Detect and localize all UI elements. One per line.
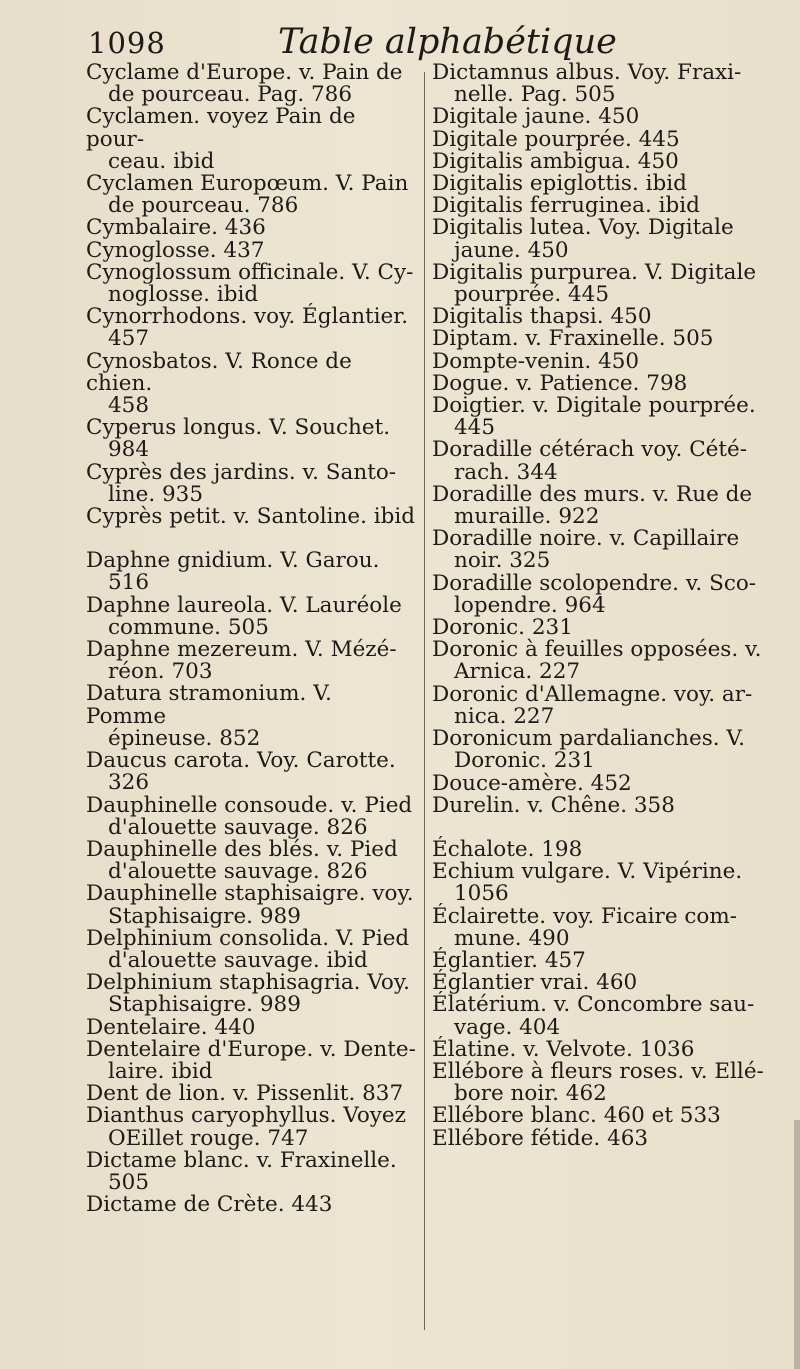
index-line: Staphisaigre. 989 [108,903,301,929]
index-line: Ellébore blanc. 460 et 533 [432,1103,721,1129]
index-line: Dictame blanc. v. Fraxinelle. [86,1147,397,1173]
index-line: mune. 490 [454,925,570,951]
index-line: Dogue. v. Patience. 798 [432,370,688,396]
index-entry [86,683,418,750]
index-entry [432,792,778,818]
section-gap [432,817,778,839]
index-line: Digitale jaune. 450 [432,104,640,130]
index-line: Staphisaigre. 989 [108,992,301,1018]
index-line: Doradille cétérach voy. Cété- [432,437,748,463]
index-entry [86,348,418,419]
index-entry [432,770,778,796]
index-line: ceau. ibid [108,148,215,174]
index-line: rach. 344 [454,459,558,485]
index-entry [432,639,778,683]
page-edge [794,1120,800,1369]
index-entry [86,1036,418,1084]
index-entry [432,570,778,618]
index-line: nica. 227 [454,703,555,729]
column-divider [424,72,425,1330]
index-line: d'alouette sauvage. 826 [108,814,368,840]
index-entry [432,195,778,217]
page-number: 1098 [88,26,166,60]
index-line: Doigtier. v. Digitale pourprée. [432,393,756,419]
index-line: commune. 505 [108,614,269,640]
index-entry [432,1105,778,1127]
index-line: Dentelaire d'Europe. v. Dente- [86,1036,416,1062]
index-line: Diptam. v. Fraxinelle. 505 [432,326,714,352]
index-line: 457 [108,326,150,352]
index-entry [432,947,778,973]
index-line: 458 [108,393,150,419]
index-line: 505 [108,1169,150,1195]
index-entry [86,925,418,973]
index-line: de pourceau. Pag. 786 [108,82,353,108]
index-line: Cynosbatos. V. Ronce de chien. [86,348,352,396]
index-line: épineuse. 852 [108,725,261,751]
index-line: Doronic. 231 [454,748,595,774]
index-line: Digitalis thapsi. 450 [432,304,652,330]
index-line: Dictame de Crète. 443 [86,1192,333,1218]
index-entry [432,328,778,350]
index-line: muraille. 922 [454,504,600,530]
index-entry [432,306,778,328]
index-entry [432,106,778,128]
index-entry [86,592,418,640]
index-line: Élatine. v. Velvote. 1036 [432,1036,695,1062]
index-line: 984 [108,437,150,463]
index-line: Ellébore fétide. 463 [432,1125,649,1151]
index-entry [432,259,778,308]
index-line: Cyclame d'Europe. v. Pain de [86,60,403,85]
index-line: 1056 [454,881,509,907]
index-entry [432,217,778,261]
index-entry [86,1105,418,1149]
index-entry [432,681,778,729]
index-line: Digitalis purpurea. V. Digitale [432,259,757,285]
index-entry [86,306,418,350]
index-line: Digitalis ambigua. 450 [432,148,679,174]
index-entry [432,617,778,639]
index-line: 326 [108,770,150,796]
index-entry [432,1125,778,1151]
index-entry [432,126,778,152]
index-line: Daphne laureola. V. Lauréole [86,592,402,618]
index-entry [86,106,418,173]
index-entry [432,395,778,439]
index-line: Cyprès petit. v. Santoline. ibid [86,504,416,530]
index-entry [432,1036,778,1062]
index-entry [432,439,778,483]
index-entry [432,994,778,1038]
index-line: vage. 404 [454,1014,561,1040]
index-line: Cyperus longus. V. Souchet. [86,415,391,441]
index-line: Arnica. 227 [454,659,581,685]
index-entry [86,792,418,840]
index-line: Doronic. 231 [432,615,573,641]
index-entry [432,173,778,195]
index-line: Dauphinelle staphisaigre. voy. [86,881,414,907]
index-entry [86,972,418,1016]
index-line: Cynoglossum officinale. V. Cy- [86,259,414,285]
index-line: Cyclamen Europœum. V. Pain [86,171,409,197]
index-entry [86,259,418,308]
index-line: Cynorrhodons. voy. Églantier. [86,304,409,330]
index-line: Églantier. 457 [432,947,586,973]
index-line: Dompte-venin. 450 [432,348,640,374]
index-entry [86,639,418,683]
index-entry [86,550,418,594]
index-line: Daucus carota. Voy. Carotte. [86,748,396,774]
index-line: Dictamnus albus. Voy. Fraxi- [432,60,742,85]
index-line: Delphinium consolida. V. Pied [86,925,410,951]
index-line: pourprée. 445 [454,282,610,308]
index-line: Dianthus caryophyllus. Voyez [86,1103,406,1129]
index-line: Ellébore à fleurs roses. v. Ellé- [432,1058,764,1084]
index-entry [86,1194,418,1216]
index-line: laire. ibid [108,1058,213,1084]
index-entry [432,148,778,174]
index-line: OEillet rouge. 747 [108,1125,309,1151]
index-entry [86,237,418,263]
index-line: Églantier vrai. 460 [432,970,638,996]
index-entry [86,750,418,794]
index-entry [432,972,778,994]
section-gap [86,528,418,550]
index-line: Doronic à feuilles opposées. v. [432,637,762,663]
index-line: Cymbalaire. 436 [86,215,266,241]
right-column [432,62,778,1150]
index-entry [86,506,418,528]
index-entry [86,173,418,217]
index-entry [86,883,418,927]
index-line: d'alouette sauvage. 826 [108,859,368,885]
index-line: Digitalis ferruginea. ibid [432,193,700,219]
index-entry [86,1014,418,1040]
index-entry [432,370,778,396]
index-entry [86,1083,418,1105]
index-line: Cynoglosse. 437 [86,237,265,263]
index-line: Daphne gnidium. V. Garou. [86,548,380,574]
index-line: 445 [454,415,496,441]
index-line: Doradille des murs. v. Rue de [432,481,753,507]
index-line: Doradille noire. v. Capillaire [432,526,740,552]
index-line: Delphinium staphisagria. Voy. [86,970,410,996]
index-line: Dentelaire. 440 [86,1014,256,1040]
index-line: Doronic d'Allemagne. voy. ar- [432,681,753,707]
index-line: Cyclamen. voyez Pain de pour- [86,104,356,152]
index-line: d'alouette sauvage. ibid [108,947,368,973]
index-entry [86,459,418,507]
index-line: Datura stramonium. V. Pomme [86,681,332,729]
left-column [86,62,418,1216]
index-line: Douce-amère. 452 [432,770,632,796]
index-line: Élatérium. v. Concombre sau- [432,992,755,1018]
index-line: Digitalis epiglottis. ibid [432,171,687,197]
page-title: Table alphabétique [278,22,617,62]
index-entry [432,836,778,862]
index-line: nelle. Pag. 505 [454,82,616,108]
index-line: Doradille scolopendre. v. Sco- [432,570,757,596]
index-line: Éclairette. voy. Ficaire com- [432,903,738,929]
index-line: Échalote. 198 [432,836,583,862]
index-entry [86,1147,418,1195]
index-line: jaune. 450 [454,237,569,263]
index-line: Dauphinelle consoude. v. Pied [86,792,413,818]
index-line: 516 [108,570,150,596]
index-line: Dent de lion. v. Pissenlit. 837 [86,1081,404,1107]
index-line: Daphne mezereum. V. Mézé- [86,637,397,663]
index-line: line. 935 [108,481,204,507]
index-entry [86,417,418,461]
index-line: lopendre. 964 [454,592,606,618]
index-entry [432,861,778,905]
index-line: Digitale pourprée. 445 [432,126,680,152]
index-entry [86,217,418,239]
index-entry [432,62,778,106]
index-entry [432,728,778,772]
index-line: Digitalis lutea. Voy. Digitale [432,215,734,241]
index-entry [432,903,778,951]
index-entry [432,528,778,572]
index-line: Echium vulgare. V. Vipérine. [432,859,743,885]
index-entry [432,481,778,530]
index-entry [432,1058,778,1107]
index-line: Doronicum pardalianches. V. [432,726,746,752]
index-line: Dauphinelle des blés. v. Pied [86,836,398,862]
index-line: de pourceau. 786 [108,193,299,219]
index-line: noir. 325 [454,548,551,574]
index-line: Cyprès des jardins. v. Santo- [86,459,397,485]
index-line: réon. 703 [108,659,213,685]
index-entry [86,62,418,106]
index-line: noglosse. ibid [108,282,259,308]
index-line: Durelin. v. Chêne. 358 [432,792,675,818]
index-line: bore noir. 462 [454,1081,607,1107]
index-entry [432,348,778,374]
index-entry [86,836,418,885]
